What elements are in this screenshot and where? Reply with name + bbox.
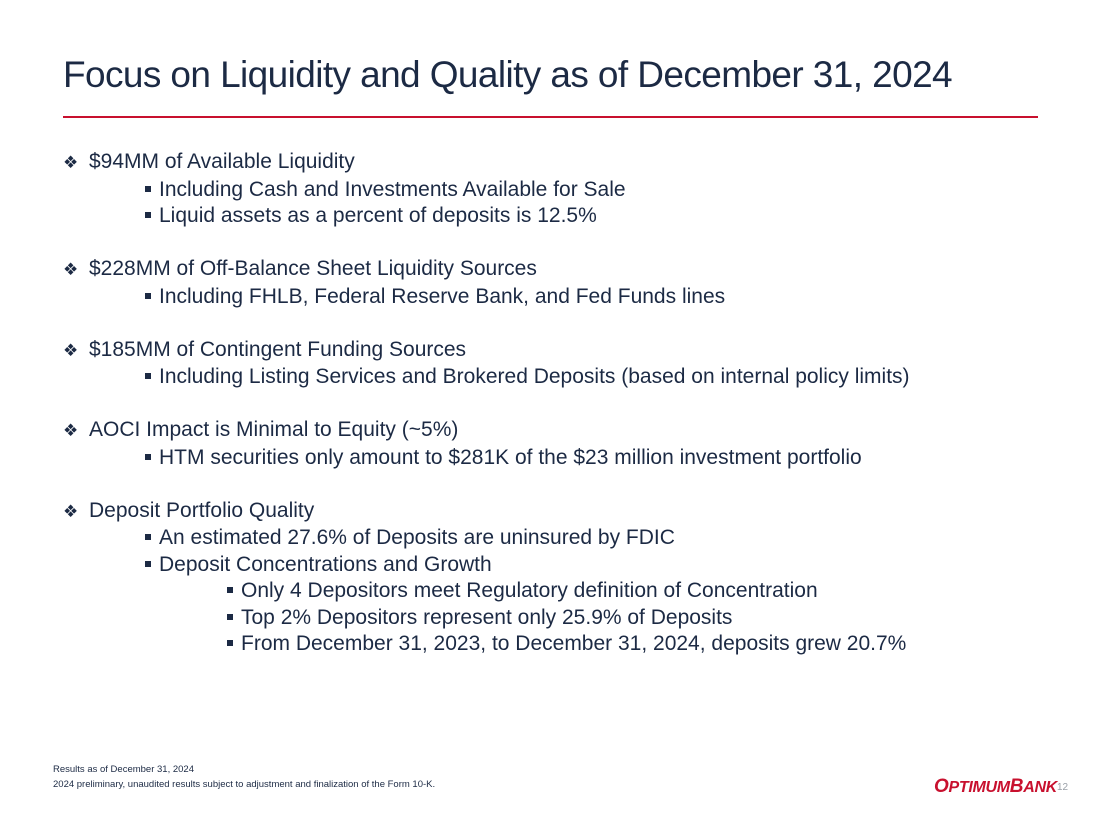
- square-bullet-icon: [145, 561, 151, 567]
- square-bullet-icon: [227, 614, 233, 620]
- slide-title: Focus on Liquidity and Quality as of December 31, 2024: [63, 54, 953, 95]
- slide-body: [63, 149, 1063, 684]
- bullet-group: [63, 498, 1063, 658]
- page-number: 12: [1057, 782, 1069, 793]
- sub-bullet: [63, 203, 1063, 230]
- sub-bullet: [63, 552, 1063, 579]
- bullet-heading: [63, 417, 1063, 445]
- sub-sub-bullet: [63, 578, 1063, 605]
- bullet-heading: [63, 337, 1063, 365]
- bullet-heading-text: $94MM of Available Liquidity: [89, 150, 355, 173]
- square-bullet-icon: [145, 186, 151, 192]
- footnote-line: 2024 preliminary, unaudited results subject to adjustment and finalization of the Form 10-K.: [53, 779, 436, 790]
- square-bullet-icon: [145, 293, 151, 299]
- sub-bullet-text: Liquid assets as a percent of deposits is 12.5%: [159, 204, 597, 227]
- sub-bullet-text: Deposit Concentrations and Growth: [159, 552, 492, 576]
- footnotes: [53, 762, 435, 792]
- sub-sub-bullet: [63, 631, 1063, 658]
- sub-sub-bullet-text: From December 31, 2023, to December 31, 2024, deposits grew 20.7%: [241, 632, 907, 655]
- square-bullet-icon: [227, 640, 233, 646]
- sub-sub-bullet-text: Top 2% Depositors represent only 25.9% of Deposits: [241, 605, 733, 629]
- footnote-line: Results as of December 31, 2024: [53, 764, 194, 775]
- bullet-group: [63, 337, 1063, 391]
- bullet-heading: [63, 149, 1063, 177]
- diamond-bullet-icon: ❖: [63, 421, 79, 440]
- sub-bullet-text: Including Listing Services and Brokered Deposits (based on internal policy limits): [159, 365, 910, 388]
- sub-sub-bullet-text: Only 4 Depositors meet Regulatory definition of Concentration: [241, 579, 818, 602]
- diamond-bullet-icon: ❖: [63, 153, 79, 172]
- sub-bullet: [63, 445, 1063, 472]
- bullet-group: [63, 256, 1063, 310]
- sub-sub-bullet: [63, 605, 1063, 632]
- bullet-heading: [63, 256, 1063, 284]
- sub-bullet-text: An estimated 27.6% of Deposits are uninsured by FDIC: [159, 526, 675, 549]
- diamond-bullet-icon: ❖: [63, 501, 79, 521]
- logo-letters: PTIMUM: [948, 779, 1010, 796]
- bullet-group: [63, 417, 1063, 471]
- sub-bullet-text: Including FHLB, Federal Reserve Bank, and Fed Funds lines: [159, 284, 726, 308]
- bullet-heading: [63, 498, 1063, 526]
- logo-letters: ANK: [1023, 779, 1057, 796]
- logo-letter: O: [934, 776, 949, 797]
- sub-bullet-text: HTM securities only amount to $281K of the $23 million investment portfolio: [159, 445, 862, 469]
- square-bullet-icon: [145, 212, 151, 218]
- bullet-heading-text: $228MM of Off-Balance Sheet Liquidity Sources: [89, 257, 537, 280]
- square-bullet-icon: [145, 534, 151, 540]
- sub-bullet: [63, 177, 1063, 204]
- sub-bullet: [63, 284, 1063, 311]
- sub-bullet-text: Including Cash and Investments Available for Sale: [159, 177, 626, 201]
- diamond-bullet-icon: ❖: [63, 340, 79, 360]
- diamond-bullet-icon: ❖: [63, 260, 79, 279]
- title-divider: [63, 116, 1038, 118]
- optimumbank-logo: [934, 776, 1057, 798]
- logo-letter: B: [1009, 776, 1024, 797]
- bullet-group: [63, 149, 1063, 230]
- square-bullet-icon: [227, 587, 233, 593]
- bullet-heading-text: $185MM of Contingent Funding Sources: [89, 337, 467, 361]
- square-bullet-icon: [145, 454, 151, 460]
- sub-bullet: [63, 525, 1063, 552]
- square-bullet-icon: [145, 373, 151, 379]
- bullet-heading-text: Deposit Portfolio Quality: [89, 498, 315, 522]
- bullet-heading-text: AOCI Impact is Minimal to Equity (~5%): [89, 418, 459, 441]
- sub-bullet: [63, 364, 1063, 391]
